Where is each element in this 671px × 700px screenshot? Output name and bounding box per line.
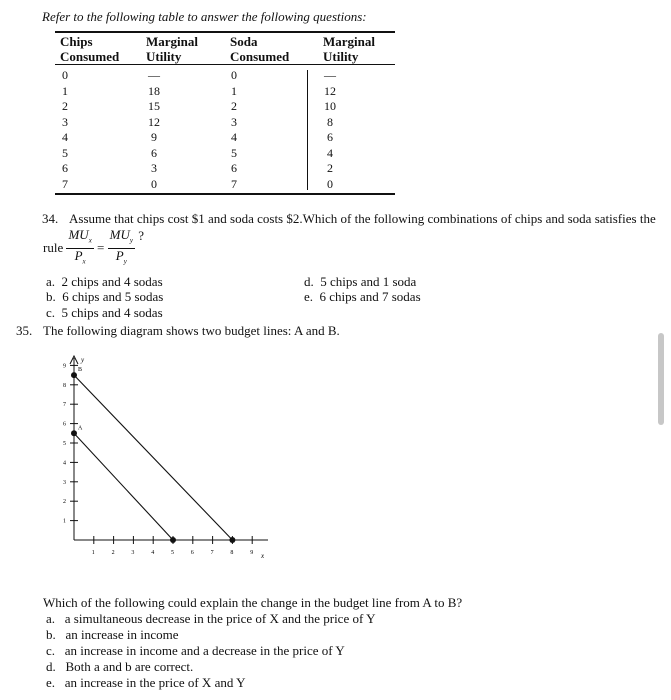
table-cell: 1: [62, 83, 68, 98]
table-cell: 10: [324, 99, 336, 113]
table-divider: [307, 70, 308, 190]
q35-text: The following diagram shows two budget lines: A and B.: [43, 323, 340, 338]
table-cell: 4: [62, 130, 68, 144]
header-marginal-utility-soda: Marginal Utility: [323, 34, 375, 64]
table-cell: 8: [327, 114, 333, 129]
table-cell: —: [148, 68, 160, 82]
q35-option-e: e. an increase in the price of X and Y: [46, 675, 246, 690]
header-marginal-utility-chips: Marginal Utility: [146, 34, 198, 64]
table-cell: 6: [327, 130, 333, 144]
table-cell: 18: [148, 83, 160, 98]
y-tick-label: 7: [63, 402, 66, 409]
q34-text: Assume that chips cost $1 and soda costs $2.Which of the following combinations of chips and soda satisfies the: [69, 211, 656, 226]
table-header-rule: [55, 64, 395, 65]
table-bottom-rule: [55, 193, 395, 195]
budget-line-b-intercept-dot: [71, 372, 77, 378]
budget-lines: [71, 367, 235, 543]
table-cell: 5: [62, 145, 68, 160]
x-tick-label: 2: [111, 550, 115, 556]
x-axis-label: x: [261, 552, 265, 560]
table-cell: 4: [327, 145, 333, 160]
x-tick-label: 8: [230, 550, 234, 556]
q34-option-e: e. 6 chips and 7 sodas: [304, 289, 421, 304]
table-cell: 7: [231, 176, 237, 191]
q35-question: Which of the following could explain the change in the budget line from A to B?: [43, 595, 463, 610]
y-tick-label: 8: [63, 382, 66, 389]
table-cell: 6: [231, 161, 237, 175]
q35-option-d: d. Both a and b are correct.: [46, 659, 194, 674]
header-chips-consumed: Chips Consumed: [60, 34, 120, 64]
question-mark: ?: [138, 228, 144, 243]
table-cell: 6: [151, 145, 157, 160]
table-cell: 15: [148, 99, 160, 113]
q34-rule: [43, 228, 144, 268]
budget-line-a-intercept-dot: [170, 537, 176, 543]
header-soda-consumed: Soda Consumed: [230, 34, 290, 64]
q35-option-c: c. an increase in income and a decrease in the price of Y: [46, 643, 345, 658]
y-tick-label: 6: [63, 421, 66, 428]
budget-line-b: [74, 375, 232, 540]
table-cell: 9: [151, 130, 157, 144]
axis-ticks: [63, 363, 253, 556]
table-cell: 12: [324, 83, 336, 98]
intro-text: Refer to the following table to answer the following questions:: [42, 9, 367, 24]
x-tick-label: 4: [151, 550, 155, 556]
table-cell: 7: [62, 176, 68, 191]
q34-option-d: d. 5 chips and 1 soda: [304, 274, 417, 289]
y-tick-label: 9: [63, 363, 66, 370]
y-tick-label: 3: [63, 479, 66, 486]
x-tick-label: 9: [250, 550, 254, 556]
vertical-scrollbar[interactable]: [658, 333, 664, 425]
y-tick-label: 5: [63, 441, 66, 447]
q34-number: 34.: [42, 211, 59, 226]
q35-option-a: a. a simultaneous decrease in the price of X and the price of Y: [46, 611, 376, 626]
budget-line-a-intercept-dot: [71, 430, 77, 436]
budget-line-b-intercept-dot: [229, 537, 235, 543]
q34-option-c: c. 5 chips and 4 sodas: [46, 305, 163, 320]
table-cell: 0: [327, 176, 333, 191]
x-tick-label: 5: [171, 550, 174, 556]
x-tick-label: 1: [91, 550, 95, 556]
table-cell: 1: [231, 83, 237, 98]
x-tick-label: 6: [190, 550, 194, 556]
budget-line-b-label: B: [78, 367, 83, 374]
table-cell: 3: [231, 114, 237, 129]
q34-option-a: a. 2 chips and 4 sodas: [46, 274, 163, 289]
q35-option-b: b. an increase in income: [46, 627, 179, 642]
table-cell: 2: [231, 99, 237, 113]
budget-line-a: [74, 433, 173, 540]
budget-line-a-label: A: [78, 425, 83, 432]
table-cell: 0: [62, 68, 68, 82]
table-cell: 5: [231, 145, 237, 160]
table-cell: 2: [62, 99, 68, 113]
y-tick-label: 1: [63, 518, 66, 525]
table-cell: 2: [327, 161, 333, 175]
table-cell: 4: [231, 130, 237, 144]
rule-word: rule: [43, 240, 64, 256]
y-axis-label: y: [81, 356, 85, 364]
equals-sign: =: [97, 240, 105, 256]
table-cell: 3: [62, 114, 68, 129]
x-tick-label: 7: [210, 550, 214, 556]
q34-option-b: b. 6 chips and 5 sodas: [46, 289, 164, 304]
budget-line-diagram: [50, 350, 280, 570]
table-cell: —: [324, 68, 336, 82]
x-tick-label: 3: [131, 550, 135, 556]
table-cell: 0: [231, 68, 237, 82]
table-cell: 12: [148, 114, 160, 129]
fraction-mux-px: $\frac{MU_x}{P_x}$: [68, 227, 92, 266]
q35-number: 35.: [16, 323, 33, 338]
fraction-muy-py: $\frac{MU_y}{P_y}$: [109, 227, 133, 266]
table-top-rule: [55, 31, 395, 33]
table-cell: 3: [151, 161, 157, 175]
table-cell: 0: [151, 176, 157, 191]
table-cell: 6: [62, 161, 68, 175]
y-tick-label: 4: [63, 460, 66, 467]
y-tick-label: 2: [63, 499, 66, 506]
